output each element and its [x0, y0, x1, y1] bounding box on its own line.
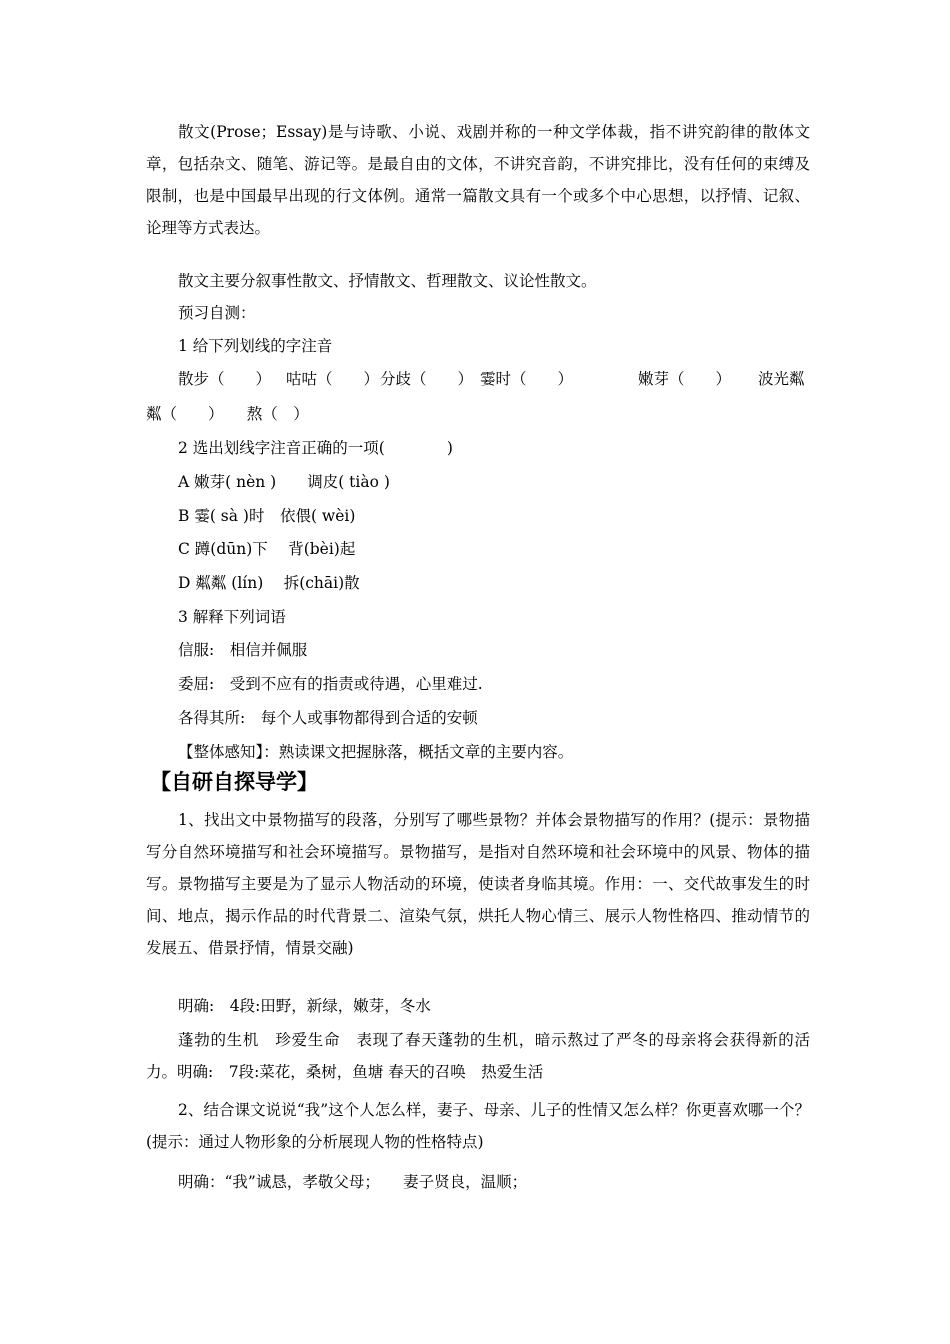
section-question-2: 2、结合课文说说“我”这个人怎么样，妻子、母亲、儿子的性情又怎么样？你更喜欢哪一个？(提示：通过人物形象的分析展现人物的性格特点) [146, 1101, 810, 1151]
section-answer-1a: 明确: 4段:田野，新绿，嫩芽，冬水 [178, 997, 431, 1015]
q1-item: 散步（ ） [178, 370, 272, 388]
q3-definition: 委屈: 受到不应有的指责或待遇，心里难过. [178, 675, 483, 693]
section-answer-1b: 蓬勃的生机 珍爱生命 表现了春天蓬勃的生机，暗示熬过了严冬的母亲将会获得新的活力。明确: 7段:菜花，桑树，鱼塘 春天的召唤 热爱生活 [146, 1031, 810, 1081]
q3-prompt: 3 解释下列词语 [178, 608, 286, 626]
q1-items-row-2: 粼（ ） 熬（ ） [146, 405, 309, 423]
q1-item: 咕咕（ ） [286, 370, 380, 388]
q2-option-d: D 粼粼 (lín) 拆(chāi)散 [178, 574, 360, 592]
q1-item: 霎时（ ） [480, 370, 574, 388]
preview-title: 预习自测： [178, 304, 256, 322]
section-answer-2: 明确：“我”诚恳，孝敬父母； 妻子贤良，温顺； [178, 1173, 528, 1191]
q2-prompt: 2 选出划线字注音正确的一项( ) [178, 439, 453, 457]
intro-paragraph-1: 散文(Prose；Essay)是与诗歌、小说、戏剧并称的一种文学体裁，指不讲究韵律的散体文章，包括杂文、随笔、游记等。是最自由的文体，不讲究音韵，不讲究排比，没有任何的束缚及限制，也是中国最早出现的行文体例。通常一篇散文具有一个或多个中心思想，以抒情、记叙、论理等方式表达。 [146, 123, 810, 237]
section-heading: 【自研自探导学】 [150, 770, 318, 794]
q1-item: 波光粼 [758, 370, 805, 388]
q1-item: 分歧（ ） [380, 370, 474, 388]
section-question-1: 1、找出文中景物描写的段落，分别写了哪些景物？并体会景物描写的作用？(提示：景物描写分自然环境描写和社会环境描写。景物描写，是指对自然环境和社会环境中的风景、物体的描写。景物描写主要是为了显示人物活动的环境，使读者身临其境。作用：一、交代故事发生的时间、地点，揭示作品的时代背景二、渲染气氛，烘托人物心情三、展示人物性格四、推动情节的发展五、借景抒情，情景交融) [146, 811, 810, 957]
q1-item: 嫩芽（ ） [638, 370, 732, 388]
q3-definition: 信服: 相信并佩服 [178, 641, 308, 659]
q3-definition: 各得其所: 每个人或事物都得到合适的安顿 [178, 709, 478, 727]
intro-paragraph-2: 散文主要分叙事性散文、抒情散文、哲理散文、议论性散文。 [178, 272, 597, 290]
q2-option-a: A 嫩芽( nèn ) 调皮( tiào ) [178, 473, 390, 491]
q1-prompt: 1 给下列划线的字注音 [178, 337, 333, 355]
q2-option-c: C 蹲(dūn)下 背(bèi)起 [178, 540, 356, 558]
overall-perception: 【整体感知】：熟读课文把握脉落，概括文章的主要内容。 [178, 743, 574, 761]
q2-option-b: B 霎( sà )时 依偎( wèi) [178, 507, 356, 525]
